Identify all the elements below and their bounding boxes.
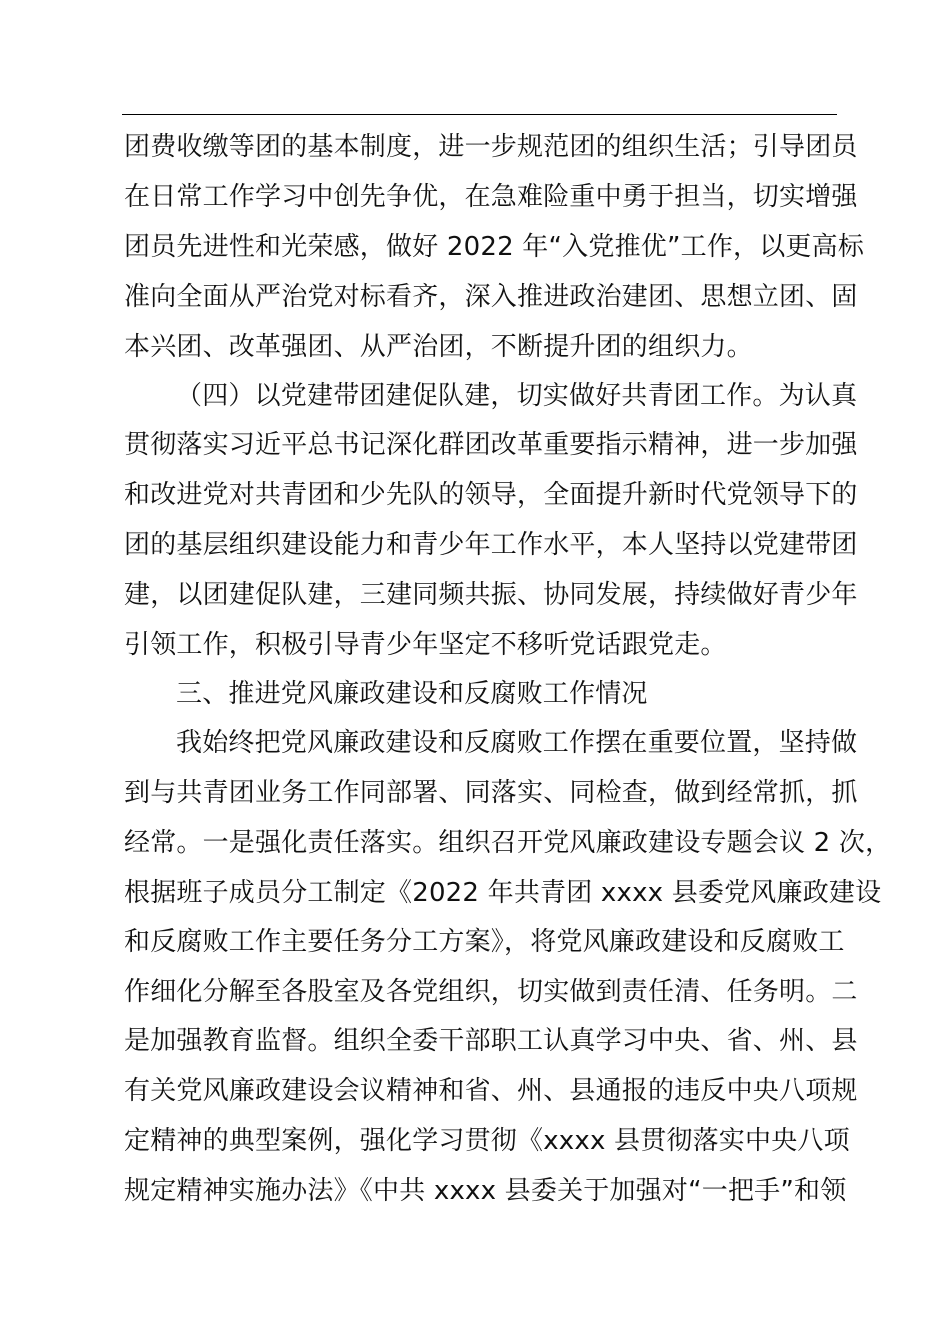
text-line: 有关党风廉政建设会议精神和省、州、县通报的违反中央八项规 (124, 1076, 858, 1106)
text-line: 到与共青团业务工作同部署、同落实、同检查，做到经常抓，抓 (124, 778, 858, 808)
text-line: 定精神的典型案例，强化学习贯彻《xxxx 县贯彻落实中央八项 (124, 1126, 850, 1156)
text-line: 经常。一是强化责任落实。组织召开党风廉政建设专题会议 2 次， (124, 828, 892, 858)
text-line: 根据班子成员分工制定《2022 年共青团 xxxx 县委党风廉政建设 (124, 878, 882, 908)
text-line: 团的基层组织建设能力和青少年工作水平，本人坚持以党建带团 (124, 530, 858, 560)
text-line: 和改进党对共青团和少先队的领导，全面提升新时代党领导下的 (124, 480, 858, 510)
header-rule (122, 114, 837, 115)
text-line: 在日常工作学习中创先争优，在急难险重中勇于担当，切实增强 (124, 182, 858, 212)
text-line: 团员先进性和光荣感，做好 2022 年“入党推优”工作，以更高标 (124, 232, 865, 262)
text-line: 是加强教育监督。组织全委干部职工认真学习中央、省、州、县 (124, 1026, 858, 1056)
text-line: 本兴团、改革强团、从严治团，不断提升团的组织力。 (124, 332, 753, 362)
text-line: 规定精神实施办法》《中共 xxxx 县委关于加强对“一把手”和领 (124, 1176, 847, 1206)
text-line: 作细化分解至各股室及各党组织，切实做到责任清、任务明。二 (124, 977, 858, 1007)
text-line: 贯彻落实习近平总书记深化群团改革重要指示精神，进一步加强 (124, 430, 858, 460)
text-line: 和反腐败工作主要任务分工方案》，将党风廉政建设和反腐败工 (124, 927, 845, 957)
paragraph-first-line: 我始终把党风廉政建设和反腐败工作摆在重要位置，坚持做 (176, 728, 858, 758)
text-line: 准向全面从严治党对标看齐，深入推进政治建团、思想立团、固 (124, 282, 858, 312)
section-heading: 三、推进党风廉政建设和反腐败工作情况 (176, 679, 648, 709)
paragraph-first-line: （四）以党建带团建促队建，切实做好共青团工作。为认真 (176, 381, 858, 411)
text-line: 团费收缴等团的基本制度，进一步规范团的组织生活；引导团员 (124, 132, 858, 162)
text-line: 建，以团建促队建，三建同频共振、协同发展，持续做好青少年 (124, 580, 858, 610)
text-line: 引领工作，积极引导青少年坚定不移听党话跟党走。 (124, 630, 727, 660)
